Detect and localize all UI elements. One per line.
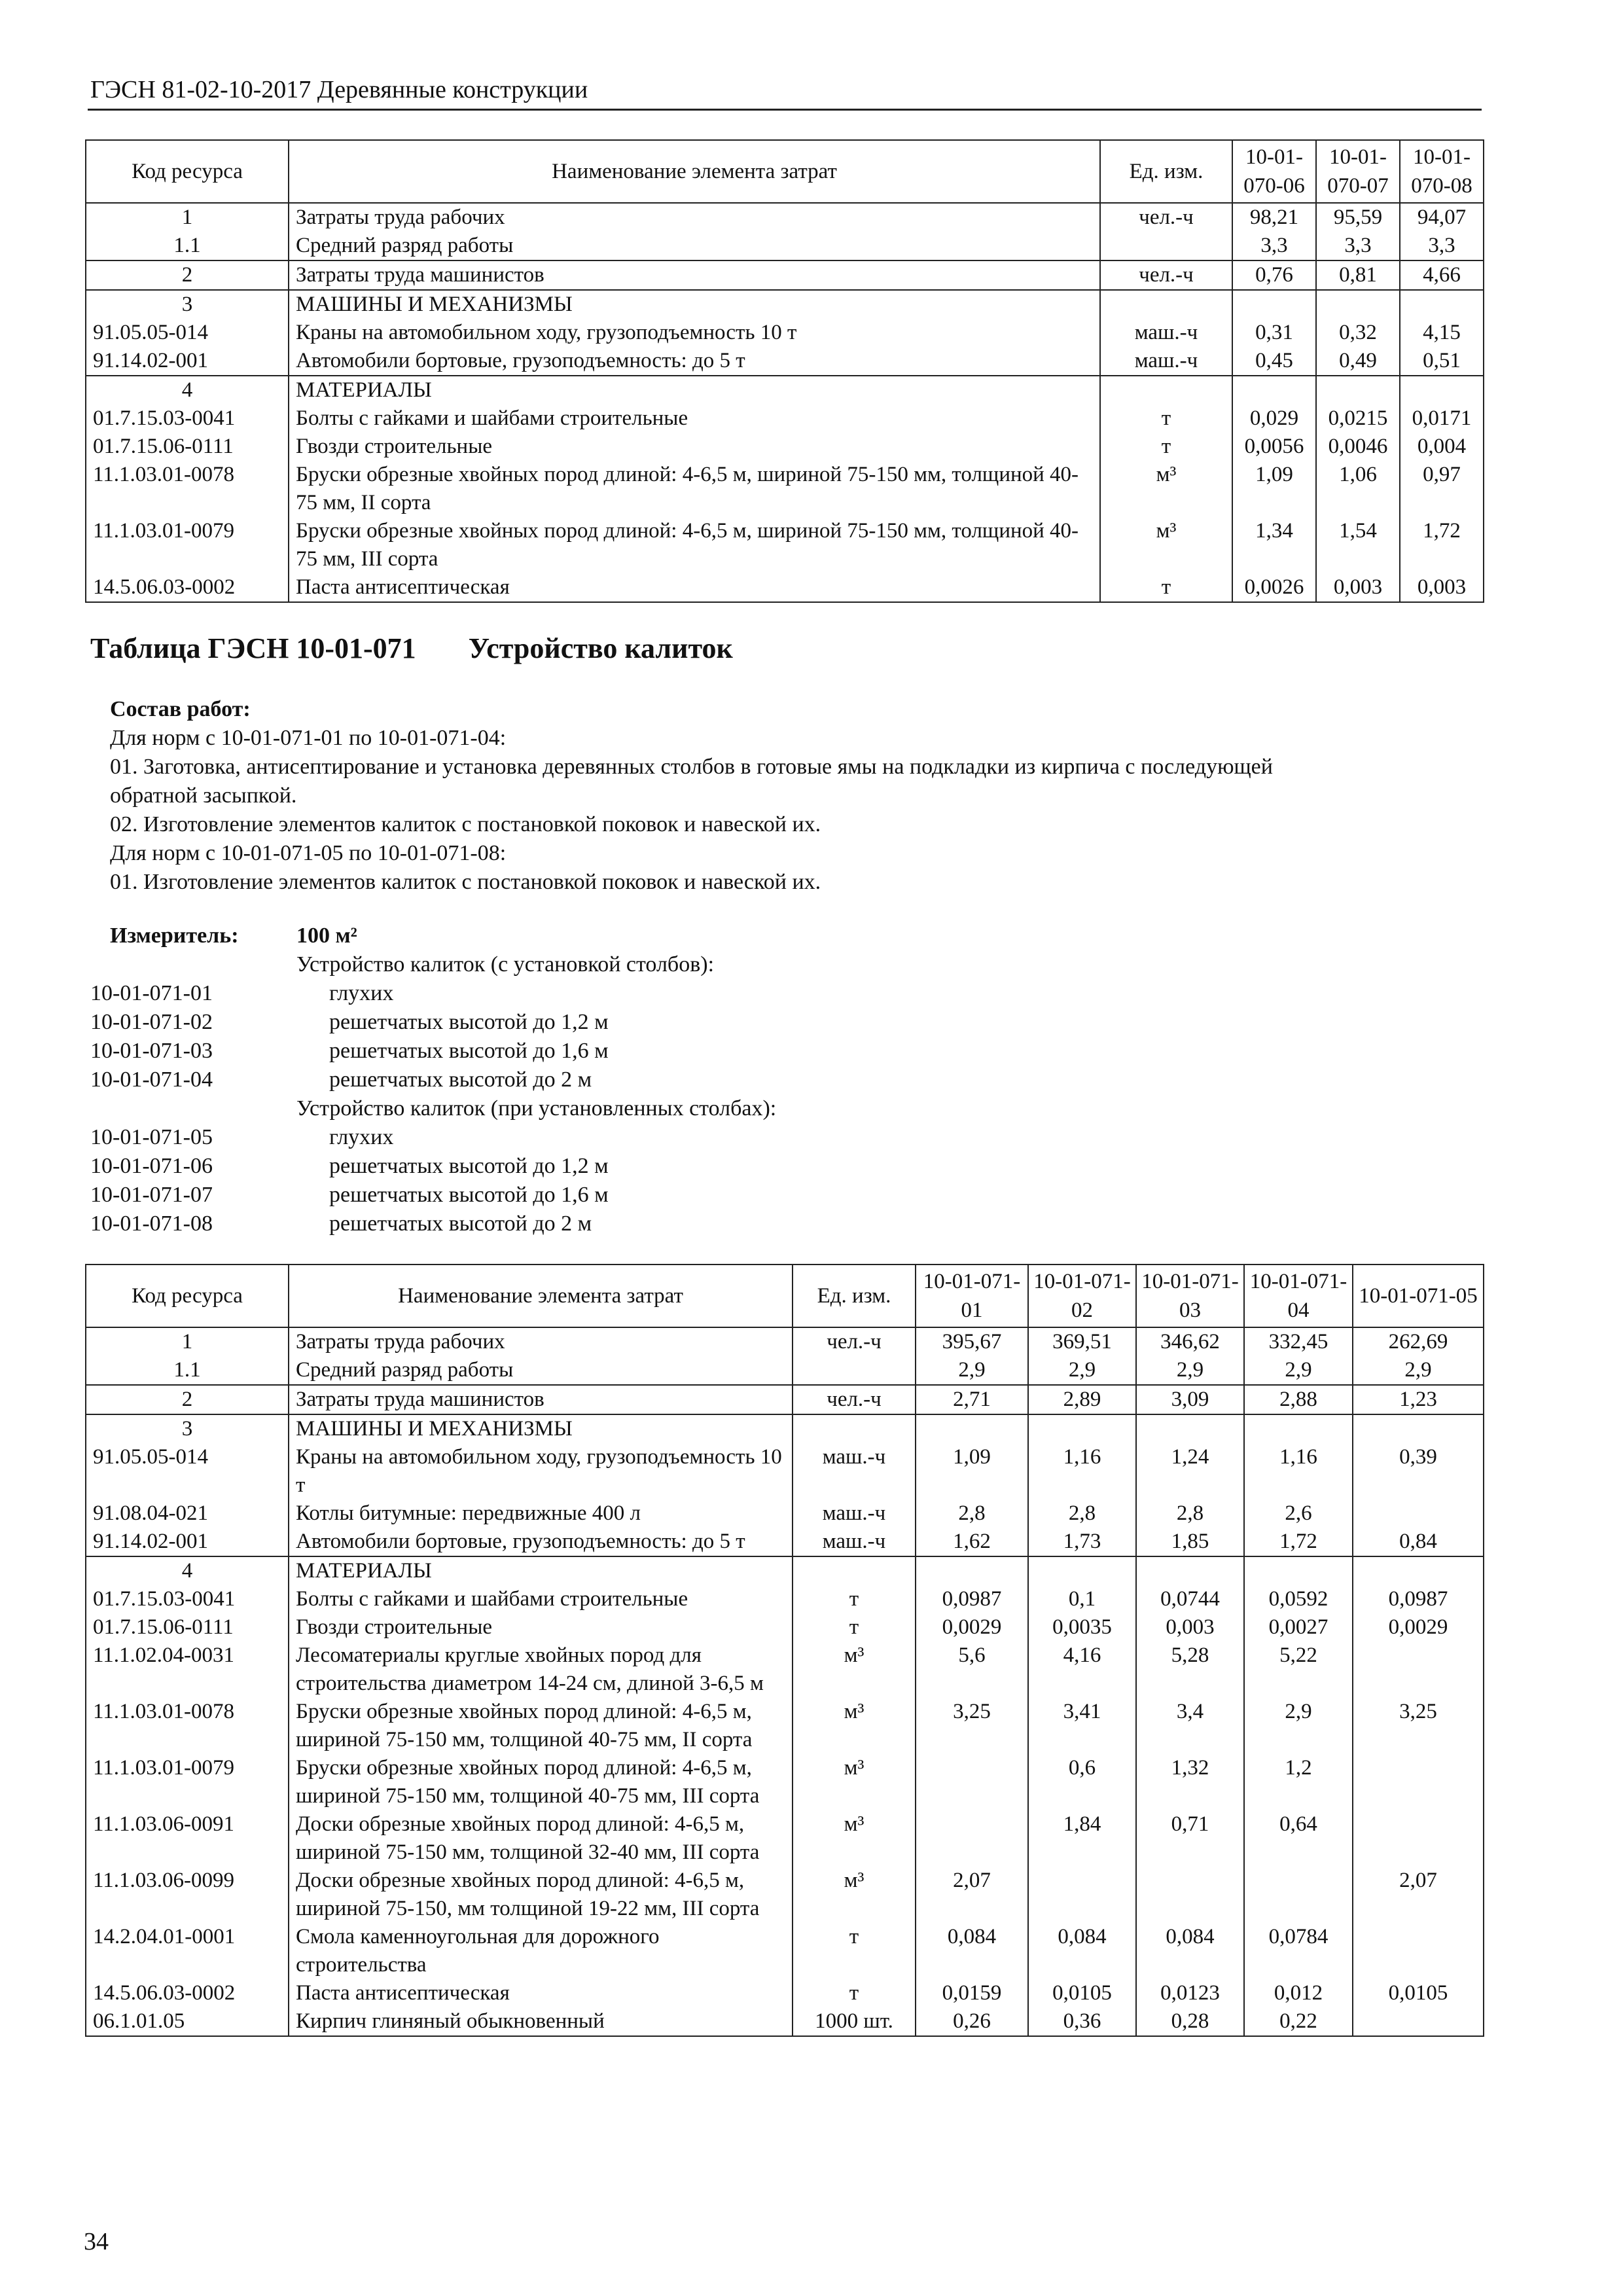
measure-block [90,922,1465,1238]
norm-value-cell: 4,66 [1400,260,1484,290]
column-header: 10-01-071-05 [1353,1265,1484,1327]
measure-item: 10-01-071-07 решетчатых высотой до 1,6 м [90,1183,609,1207]
resource-code-cell: 11.1.03.01-0078 [86,1698,289,1754]
norm-value-cell: 0,6 [1028,1754,1136,1810]
norm-value-cell: 2,9 [1028,1356,1136,1385]
norm-value-cell [1136,1867,1244,1923]
table-row [86,1613,1484,1641]
norm-value-cell: 2,8 [916,1499,1028,1528]
resource-code-cell: 1.1 [86,1356,289,1385]
norm-value-cell: 0,84 [1353,1528,1484,1556]
norm-value-cell: 0,0029 [916,1613,1028,1641]
measure-item: 10-01-071-02 решетчатых высотой до 1,2 м [90,1010,609,1034]
norm-value-cell: 0,003 [1136,1613,1244,1641]
cost-item-name-cell: Средний разряд работы [289,232,1100,260]
measure-item: 10-01-071-03 решетчатых высотой до 1,6 м [90,1039,609,1063]
unit-cell [793,1414,916,1443]
unit-cell: т [793,1923,916,1979]
cost-item-name-cell: МАТЕРИАЛЫ [289,376,1100,404]
norm-value-cell [1353,1414,1484,1443]
norm-value-cell: 2,9 [1244,1698,1353,1754]
table-row [86,1499,1484,1528]
norm-value-cell: 0,28 [1136,2007,1244,2036]
cost-item-name-cell: Затраты труда машинистов [289,1385,793,1414]
table-row [86,1867,1484,1923]
cost-item-name-cell: Кирпич глиняный обыкновенный [289,2007,793,2036]
table-row [86,260,1484,290]
norm-value-cell: 0,51 [1400,347,1484,376]
cost-item-name-cell: Доски обрезные хвойных пород длиной: 4-6,5 м, шириной 75-150 мм, толщиной 32-40 мм, III сорта [289,1810,793,1867]
norm-value-cell: 0,0784 [1244,1923,1353,1979]
cost-item-name-cell: Затраты труда машинистов [289,260,1100,290]
norm-value-cell [1400,376,1484,404]
table-row [86,1556,1484,1585]
table-row [86,1923,1484,1979]
norm-value-cell [916,1810,1028,1867]
table-row [86,1754,1484,1810]
norm-value-cell: 2,9 [1353,1356,1484,1385]
norm-value-cell: 5,22 [1244,1641,1353,1698]
table-row [86,376,1484,404]
measure-group-title: Устройство калиток (с установкой столбов): [296,952,715,977]
norm-value-cell: 2,8 [1028,1499,1136,1528]
norm-value-cell: 0,0105 [1353,1979,1484,2007]
table-row [86,433,1484,461]
norm-value-cell: 0,0035 [1028,1613,1136,1641]
cost-item-name-cell: Бруски обрезные хвойных пород длиной: 4-6,5 м, шириной 75-150 мм, толщиной 40-75 мм, III сорта [289,1754,793,1810]
table-row [86,347,1484,376]
table-header-row [86,140,1484,203]
measure-group-title: Устройство калиток (при установленных столбах): [296,1096,777,1121]
table-row [86,573,1484,602]
norm-value-cell: 1,85 [1136,1528,1244,1556]
measure-item: 10-01-071-08 решетчатых высотой до 2 м [90,1211,592,1236]
norm-value-cell [916,1414,1028,1443]
measure-header [90,922,1465,950]
table-row [86,1585,1484,1613]
work-composition [110,695,1484,897]
unit-cell: чел.-ч [1100,260,1232,290]
cost-item-name-cell: Лесоматериалы круглые хвойных пород для строительства диаметром 14-24 см, длиной 3-6,5 м [289,1641,793,1698]
table-number: Таблица ГЭСН 10-01-071 [90,632,416,664]
resource-code-cell: 01.7.15.03-0041 [86,404,289,433]
norm-value-cell [1316,376,1400,404]
column-header: Код ресурса [86,1265,289,1327]
cost-item-name-cell: Автомобили бортовые, грузоподъемность: до 5 т [289,1528,793,1556]
resource-code-cell: 01.7.15.06-0111 [86,433,289,461]
composition-line: Для норм с 10-01-071-01 по 10-01-071-04: [110,726,507,750]
column-header: 10-01-070-06 [1232,140,1316,203]
table-row [86,517,1484,573]
norm-value-cell: 1,84 [1028,1810,1136,1867]
cost-item-name-cell: Автомобили бортовые, грузоподъемность: до 5 т [289,347,1100,376]
norm-value-cell: 0,004 [1400,433,1484,461]
resource-code-cell: 3 [86,290,289,319]
norm-value-cell [1353,1556,1484,1585]
column-header: 10-01-071-01 [916,1265,1028,1327]
cost-item-name-cell: Болты с гайками и шайбами строительные [289,404,1100,433]
resource-code-cell: 91.05.05-014 [86,319,289,347]
norm-value-cell: 0,36 [1028,2007,1136,2036]
column-header: 10-01-071-03 [1136,1265,1244,1327]
norm-value-cell: 0,31 [1232,319,1316,347]
resource-code-cell: 91.05.05-014 [86,1443,289,1499]
norm-value-cell: 0,084 [1028,1923,1136,1979]
table-heading [90,630,733,668]
table-row [86,203,1484,232]
norm-value-cell: 1,54 [1316,517,1400,573]
resource-table-070 [85,139,1484,603]
resource-code-cell: 01.7.15.03-0041 [86,1585,289,1613]
unit-cell: маш.-ч [793,1528,916,1556]
column-header: 10-01-070-08 [1400,140,1484,203]
unit-cell: м³ [1100,517,1232,573]
composition-line: 01. Заготовка, антисептирование и установка деревянных столбов в готовые ямы на подкладки из кирпича с последующей [110,755,1273,779]
table-row [86,1414,1484,1443]
resource-code-cell: 2 [86,260,289,290]
resource-code-cell: 14.5.06.03-0002 [86,573,289,602]
norm-value-cell [1316,290,1400,319]
column-header: 10-01-071-04 [1244,1265,1353,1327]
norm-value-cell: 0,45 [1232,347,1316,376]
table-row [86,319,1484,347]
norm-value-cell: 0,81 [1316,260,1400,290]
cost-item-name-cell: МАШИНЫ И МЕХАНИЗМЫ [289,1414,793,1443]
norm-value-cell: 5,6 [916,1641,1028,1698]
norm-value-cell [1136,1556,1244,1585]
norm-value-cell: 0,32 [1316,319,1400,347]
norm-value-cell: 3,25 [1353,1698,1484,1754]
column-header: Наименование элемента затрат [289,140,1100,203]
measure-item: 10-01-071-06 решетчатых высотой до 1,2 м [90,1154,609,1178]
norm-value-cell: 0,0215 [1316,404,1400,433]
norm-value-cell: 1,06 [1316,461,1400,517]
norm-value-cell: 0,0123 [1136,1979,1244,2007]
norm-value-cell: 0,0046 [1316,433,1400,461]
norm-value-cell: 2,07 [1353,1867,1484,1923]
cost-item-name-cell: Паста антисептическая [289,1979,793,2007]
norm-value-cell: 2,71 [916,1385,1028,1414]
measure-item: 10-01-071-01 глухих [90,981,394,1005]
norm-value-cell [1232,376,1316,404]
norm-value-cell: 0,22 [1244,2007,1353,2036]
norm-value-cell: 4,16 [1028,1641,1136,1698]
unit-cell [1100,290,1232,319]
resource-code-cell: 11.1.03.06-0099 [86,1867,289,1923]
unit-cell [793,1356,916,1385]
resource-code-cell: 11.1.02.04-0031 [86,1641,289,1698]
norm-value-cell: 95,59 [1316,203,1400,232]
unit-cell: чел.-ч [1100,203,1232,232]
norm-value-cell: 1,16 [1244,1443,1353,1499]
norm-value-cell: 0,0744 [1136,1585,1244,1613]
measure-item: 10-01-071-05 глухих [90,1125,394,1149]
table-row [86,1810,1484,1867]
norm-value-cell: 2,07 [916,1867,1028,1923]
composition-line: 01. Изготовление элементов калиток с постановкой поковок и навеской их. [110,870,821,894]
norm-value-cell: 1,23 [1353,1385,1484,1414]
resource-code-cell: 14.5.06.03-0002 [86,1979,289,2007]
table-row [86,290,1484,319]
composition-line: 02. Изготовление элементов калиток с постановкой поковок и навеской их. [110,812,821,836]
cost-item-name-cell: Бруски обрезные хвойных пород длиной: 4-6,5 м, шириной 75-150 мм, толщиной 40-75 мм, II сорта [289,1698,793,1754]
norm-value-cell: 4,15 [1400,319,1484,347]
unit-cell: 1000 шт. [793,2007,916,2036]
unit-cell: маш.-ч [1100,319,1232,347]
resource-code-cell: 1 [86,1327,289,1356]
norm-value-cell: 3,3 [1232,232,1316,260]
cost-item-name-cell: Болты с гайками и шайбами строительные [289,1585,793,1613]
norm-value-cell: 1,34 [1232,517,1316,573]
resource-code-cell: 91.14.02-001 [86,347,289,376]
table-row [86,232,1484,260]
unit-cell [793,1556,916,1585]
norm-value-cell [1136,1414,1244,1443]
composition-label: Состав работ: [110,697,251,721]
norm-value-cell: 0,003 [1400,573,1484,602]
norm-value-cell: 0,97 [1400,461,1484,517]
norm-value-cell [1028,1556,1136,1585]
cost-item-name-cell: Гвозди строительные [289,1613,793,1641]
unit-cell: т [1100,404,1232,433]
unit-cell: м³ [793,1867,916,1923]
column-header: Ед. изм. [793,1265,916,1327]
unit-cell: т [1100,573,1232,602]
resource-code-cell: 1 [86,203,289,232]
cost-item-name-cell: Затраты труда рабочих [289,1327,793,1356]
resource-code-cell: 4 [86,1556,289,1585]
norm-value-cell: 2,88 [1244,1385,1353,1414]
header-rule [88,109,1482,111]
resource-code-cell: 2 [86,1385,289,1414]
resource-code-cell: 01.7.15.06-0111 [86,1613,289,1641]
column-header: Код ресурса [86,140,289,203]
page-number: 34 [84,2228,109,2255]
column-header: 10-01-071-02 [1028,1265,1136,1327]
table-row [86,1356,1484,1385]
resource-code-cell: 4 [86,376,289,404]
table-row [86,404,1484,433]
table-row [86,1698,1484,1754]
norm-value-cell [1400,290,1484,319]
resource-code-cell: 11.1.03.01-0079 [86,1754,289,1810]
table-row [86,2007,1484,2036]
norm-value-cell: 1,16 [1028,1443,1136,1499]
norm-value-cell: 1,72 [1400,517,1484,573]
norm-value-cell [916,1754,1028,1810]
norm-value-cell [1244,1414,1353,1443]
norm-value-cell: 1,24 [1136,1443,1244,1499]
norm-value-cell: 0,0171 [1400,404,1484,433]
norm-value-cell: 0,0105 [1028,1979,1136,2007]
norm-value-cell [1353,1810,1484,1867]
resource-table-071 [85,1264,1484,2037]
table-row [86,1443,1484,1499]
norm-value-cell [1244,1556,1353,1585]
norm-value-cell: 0,084 [916,1923,1028,1979]
norm-value-cell: 369,51 [1028,1327,1136,1356]
cost-item-name-cell: Бруски обрезные хвойных пород длиной: 4-6,5 м, шириной 75-150 мм, толщиной 40-75 мм, III сорта [289,517,1100,573]
cost-item-name-cell: Краны на автомобильном ходу, грузоподъемность 10 т [289,1443,793,1499]
unit-cell: чел.-ч [793,1385,916,1414]
norm-value-cell: 0,26 [916,2007,1028,2036]
cost-item-name-cell: Бруски обрезные хвойных пород длиной: 4-6,5 м, шириной 75-150 мм, толщиной 40-75 мм, II сорта [289,461,1100,517]
norm-value-cell: 98,21 [1232,203,1316,232]
norm-value-cell: 2,89 [1028,1385,1136,1414]
running-header: ГЭСН 81-02-10-2017 Деревянные конструкции [90,76,588,103]
cost-item-name-cell: Гвозди строительные [289,433,1100,461]
norm-value-cell: 1,09 [1232,461,1316,517]
norm-value-cell [1028,1414,1136,1443]
unit-cell: м³ [793,1641,916,1698]
norm-value-cell [1353,2007,1484,2036]
norm-value-cell: 1,2 [1244,1754,1353,1810]
unit-cell [1100,376,1232,404]
norm-value-cell [916,1556,1028,1585]
norm-value-cell [1353,1923,1484,1979]
unit-cell: м³ [793,1754,916,1810]
resource-code-cell: 11.1.03.06-0091 [86,1810,289,1867]
table-row [86,1641,1484,1698]
measure-unit: 100 м² [296,924,357,948]
norm-value-cell: 332,45 [1244,1327,1353,1356]
norm-value-cell: 0,0026 [1232,573,1316,602]
measure-label: Измеритель: [110,924,239,948]
norm-value-cell: 0,0987 [916,1585,1028,1613]
cost-item-name-cell: Средний разряд работы [289,1356,793,1385]
cost-item-name-cell: Доски обрезные хвойных пород длиной: 4-6,5 м, шириной 75-150, мм толщиной 19-22 мм, III сорта [289,1867,793,1923]
norm-value-cell: 1,72 [1244,1528,1353,1556]
norm-value-cell [1244,1867,1353,1923]
norm-value-cell: 262,69 [1353,1327,1484,1356]
table-row [86,1327,1484,1356]
table-row [86,461,1484,517]
unit-cell: маш.-ч [1100,347,1232,376]
unit-cell: т [793,1979,916,2007]
column-header: 10-01-070-07 [1316,140,1400,203]
unit-cell [1100,232,1232,260]
composition-line: Для норм с 10-01-071-05 по 10-01-071-08: [110,841,507,865]
norm-value-cell: 1,73 [1028,1528,1136,1556]
composition-line: обратной засыпкой. [110,783,297,808]
norm-value-cell: 0,71 [1136,1810,1244,1867]
norm-value-cell: 1,62 [916,1528,1028,1556]
norm-value-cell: 2,9 [1244,1356,1353,1385]
unit-cell: т [793,1585,916,1613]
unit-cell: т [793,1613,916,1641]
cost-item-name-cell: МАШИНЫ И МЕХАНИЗМЫ [289,290,1100,319]
unit-cell: м³ [1100,461,1232,517]
norm-value-cell: 3,3 [1316,232,1400,260]
resource-code-cell: 91.14.02-001 [86,1528,289,1556]
cost-item-name-cell: МАТЕРИАЛЫ [289,1556,793,1585]
norm-value-cell: 0,76 [1232,260,1316,290]
cost-item-name-cell: Паста антисептическая [289,573,1100,602]
unit-cell: чел.-ч [793,1327,916,1356]
cost-item-name-cell: Затраты труда рабочих [289,203,1100,232]
table-header-row [86,1265,1484,1327]
norm-value-cell: 2,6 [1244,1499,1353,1528]
norm-value-cell: 0,0056 [1232,433,1316,461]
cost-item-name-cell: Краны на автомобильном ходу, грузоподъемность 10 т [289,319,1100,347]
norm-value-cell: 2,9 [916,1356,1028,1385]
resource-code-cell: 1.1 [86,232,289,260]
norm-value-cell: 0,012 [1244,1979,1353,2007]
resource-code-cell: 11.1.03.01-0078 [86,461,289,517]
norm-value-cell: 0,39 [1353,1443,1484,1499]
unit-cell: т [1100,433,1232,461]
norm-value-cell: 2,9 [1136,1356,1244,1385]
norm-value-cell: 346,62 [1136,1327,1244,1356]
norm-value-cell: 3,25 [916,1698,1028,1754]
resource-code-cell: 3 [86,1414,289,1443]
table-row [86,1385,1484,1414]
norm-value-cell: 0,64 [1244,1810,1353,1867]
norm-value-cell [1353,1499,1484,1528]
norm-value-cell: 395,67 [916,1327,1028,1356]
norm-value-cell: 0,0029 [1353,1613,1484,1641]
table-title: Устройство калиток [468,632,733,664]
unit-cell: маш.-ч [793,1499,916,1528]
norm-value-cell: 0,0592 [1244,1585,1353,1613]
column-header: Наименование элемента затрат [289,1265,793,1327]
column-header: Ед. изм. [1100,140,1232,203]
norm-value-cell: 0,0987 [1353,1585,1484,1613]
resource-code-cell: 11.1.03.01-0079 [86,517,289,573]
norm-value-cell: 0,029 [1232,404,1316,433]
norm-value-cell [1353,1754,1484,1810]
norm-value-cell: 3,41 [1028,1698,1136,1754]
cost-item-name-cell: Котлы битумные: передвижные 400 л [289,1499,793,1528]
norm-value-cell: 0,0159 [916,1979,1028,2007]
unit-cell: м³ [793,1698,916,1754]
norm-value-cell: 0,003 [1316,573,1400,602]
resource-code-cell: 91.08.04-021 [86,1499,289,1528]
resource-code-cell: 06.1.01.05 [86,2007,289,2036]
unit-cell: м³ [793,1810,916,1867]
norm-value-cell [1353,1641,1484,1698]
unit-cell: маш.-ч [793,1443,916,1499]
table-row [86,1528,1484,1556]
norm-value-cell: 0,084 [1136,1923,1244,1979]
norm-value-cell: 0,49 [1316,347,1400,376]
norm-value-cell: 94,07 [1400,203,1484,232]
norm-value-cell: 3,09 [1136,1385,1244,1414]
norm-value-cell: 1,09 [916,1443,1028,1499]
cost-item-name-cell: Смола каменноугольная для дорожного строительства [289,1923,793,1979]
resource-code-cell: 14.2.04.01-0001 [86,1923,289,1979]
measure-item: 10-01-071-04 решетчатых высотой до 2 м [90,1067,592,1092]
norm-value-cell [1028,1867,1136,1923]
norm-value-cell: 1,32 [1136,1754,1244,1810]
table-row [86,1979,1484,2007]
norm-value-cell: 0,1 [1028,1585,1136,1613]
norm-value-cell: 2,8 [1136,1499,1244,1528]
norm-value-cell: 3,4 [1136,1698,1244,1754]
norm-value-cell: 0,0027 [1244,1613,1353,1641]
norm-value-cell: 5,28 [1136,1641,1244,1698]
norm-value-cell [1232,290,1316,319]
norm-value-cell: 3,3 [1400,232,1484,260]
